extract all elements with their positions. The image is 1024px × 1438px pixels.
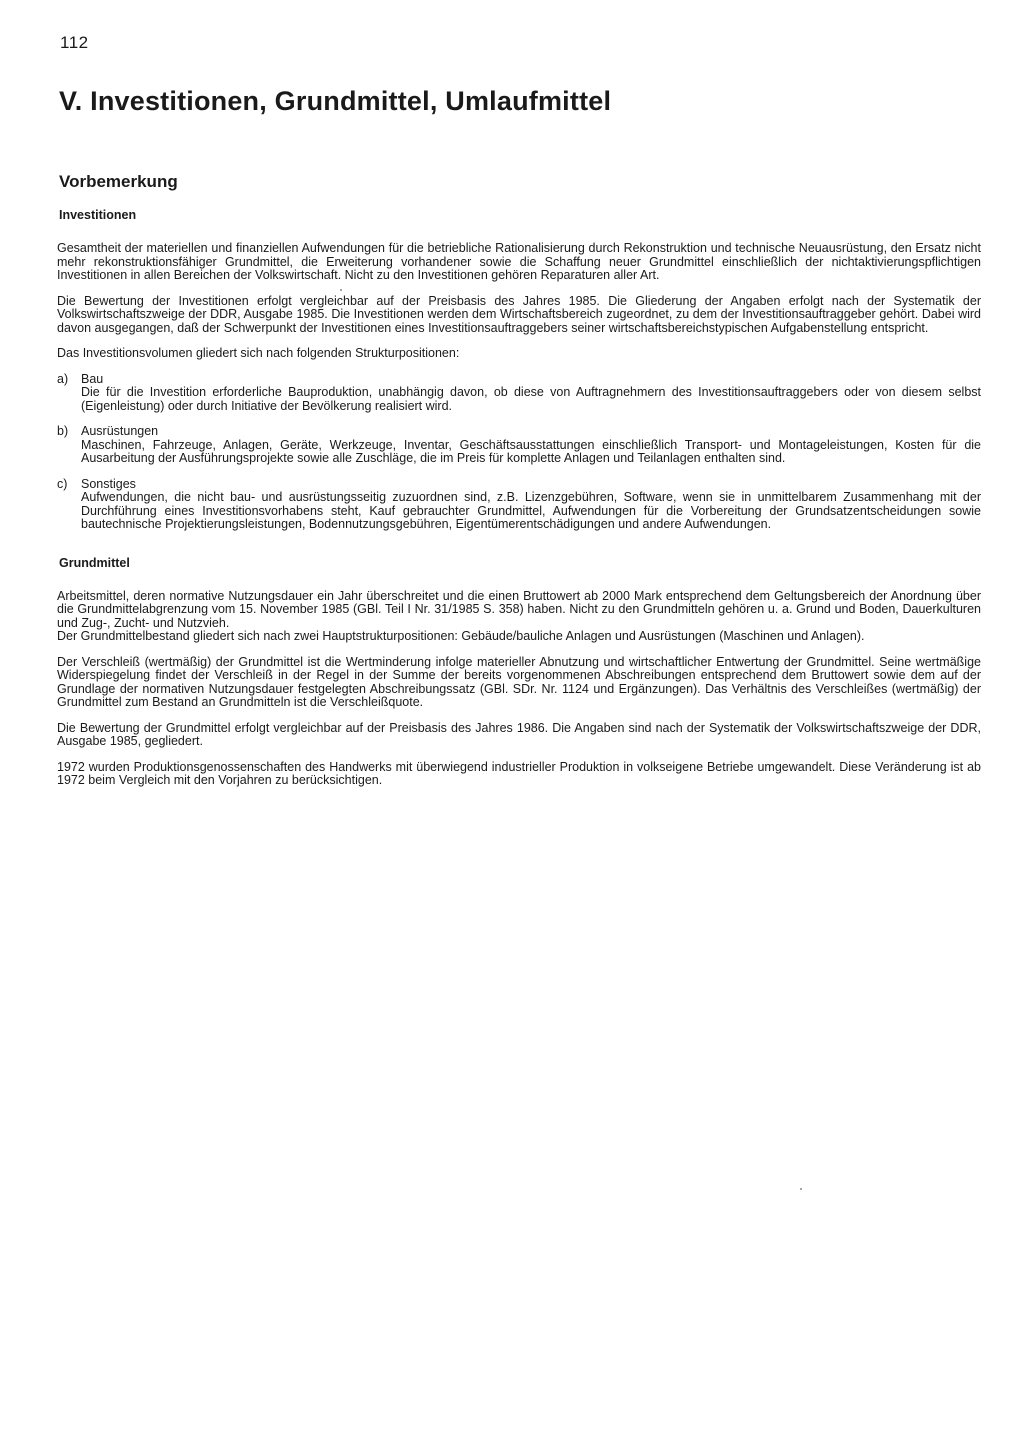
paragraph-investitionen-bewertung: Die Bewertung der Investitionen erfolgt vergleichbar auf der Preisbasis des Jahres 1985. Die Gliederung der Angaben erfolgt nach der Systematik der Volkswirtschaftszweige der DDR, Ausgabe 1985. Die Investitionen werden dem Wirtschaftsbereich zugeordnet, zu dem der Investitionsauftraggeber gehört. Dabei wird davon ausgegangen, daß der Schwerpunkt der Investitionen eines Investitionsauftraggebers seiner wirtschaftsbereichstypischen Aufgabenstellung entspricht. [57, 293, 981, 335]
chapter-title: V. Investitionen, Grundmittel, Umlaufmittel [59, 86, 612, 116]
list-body [81, 478, 981, 532]
list-marker: b) [57, 424, 69, 438]
list-marker: a) [57, 371, 69, 386]
heading-investitionen: Investitionen [59, 208, 137, 222]
list-text: Aufwendungen, die nicht bau- und ausrüstungsseitig zuzuordnen sind, z.B. Lizenzgebühren, Software, wenn sie in unmittelbarem Zusammenhang mit der Durchführung eines Investitionsvorhabens steht, Kauf gebrauchter Grundmittel, Aufwendungen für die Vorbereitung der Grundsatzentscheidungen sowie bautechnische Projektierungsleistungen, Bodennutzungsgebühren, Eigentümerentschädigungen und andere Aufwendungen. [81, 490, 981, 531]
scan-speck [340, 289, 342, 291]
heading-grundmittel: Grundmittel [59, 555, 130, 570]
paragraph-produktionsgenossenschaften: 1972 wurden Produktionsgenossenschaften des Handwerks mit überwiegend industrieller Produktion in volkseigene Betriebe umgewandelt. Diese Veränderung ist ab 1972 beim Vergleich mit den Vorjahren zu berücksichtigen. [57, 759, 981, 787]
list-label: Bau [81, 371, 104, 386]
list-text: Maschinen, Fahrzeuge, Anlagen, Geräte, Werkzeuge, Inventar, Geschäftsausstattungen einschließlich Transport- und Montageleistungen, Kosten für die Ausarbeitung der Ausführungsprojekte sowie alle Zuschläge, die im Preis für komplette Anlagen und Teilanlagen enthalten sind. [81, 437, 981, 465]
scan-speck [800, 1188, 802, 1190]
list-label: Ausrüstungen [81, 424, 159, 438]
list-body [81, 425, 981, 466]
list-label: Sonstiges [81, 476, 136, 491]
paragraph-investitionen-definition: Gesamtheit der materiellen und finanziellen Aufwendungen für die betriebliche Rationalisierung durch Rekonstruktion und technische Neuausrüstung, den Ersatz nicht mehr rekonstruktionsfähiger Grundmittel, die Erweiterung vorhandener sowie die Schaffung neuer Grundmittel einschließlich der nichtaktivierungspflichtigen Investitionen in allen Bereichen der Volkswirtschaft. Nicht zu den Investitionen gehören Reparaturen aller Art. [57, 241, 981, 282]
paragraph-grundmittelbestand: Der Grundmittelbestand gliedert sich nach zwei Hauptstrukturpositionen: Gebäude/bauliche Anlagen und Ausrüstungen (Maschinen und Anlagen). [57, 629, 865, 643]
list-item-sonstiges [57, 478, 981, 532]
list-item-ausruestungen [57, 425, 981, 466]
list-marker: c) [57, 476, 68, 491]
paragraph-grundmittel-bewertung: Die Bewertung der Grundmittel erfolgt vergleichbar auf der Preisbasis des Jahres 1986. Die Angaben sind nach der Systematik der Volkswirtschaftszweige der DDR, Ausgabe 1985, gegliedert. [57, 720, 981, 748]
list-body [81, 373, 981, 414]
paragraph-strukturpositionen: Das Investitionsvolumen gliedert sich nach folgenden Strukturpositionen: [57, 346, 460, 360]
section-title: Vorbemerkung [59, 172, 178, 191]
paragraph-grundmittel-definition: Arbeitsmittel, deren normative Nutzungsdauer ein Jahr überschreitet und die einen Bruttowert ab 2000 Mark entsprechend dem Geltungsbereich der Anordnung über die Grundmittelabgrenzung vom 15. November 1985 (GBl. Teil I Nr. 31/1985 S. 358) haben. Nicht zu den Grundmitteln gehören u. a. Grund und Boden, Dauerkulturen und Zug-, Zucht- und Nutzvieh. [57, 588, 981, 630]
list-item-bau [57, 373, 981, 414]
document-body [57, 208, 981, 800]
list-text: Die für die Investition erforderliche Bauproduktion, unabhängig davon, ob diese von Auftragnehmern des Investitionsauftraggebers oder von diesem selbst (Eigenleistung) oder durch Initiative der Bevölkerung realisiert wird. [81, 385, 981, 413]
page-number: 112 [60, 33, 89, 52]
paragraph-verschleiss: Der Verschleiß (wertmäßig) der Grundmittel ist die Wertminderung infolge materieller Abnutzung und wirtschaftlicher Entwertung der Grundmittel. Seine wertmäßige Widerspiegelung findet der Verschleiß in der Regel in der Summe der bereits vorgenommenen Abschreibungen entsprechend dem Bruttowert sowie dem auf der Grundlage der normativen Nutzungsdauer festgelegten Abschreibungssatz (GBl. SDr. Nr. 1124 und Ergänzungen). Das Verhältnis des Verschleißes (wertmäßig) der Grundmittel zum Bestand an Grundmitteln ist die Verschleißquote. [57, 654, 981, 709]
